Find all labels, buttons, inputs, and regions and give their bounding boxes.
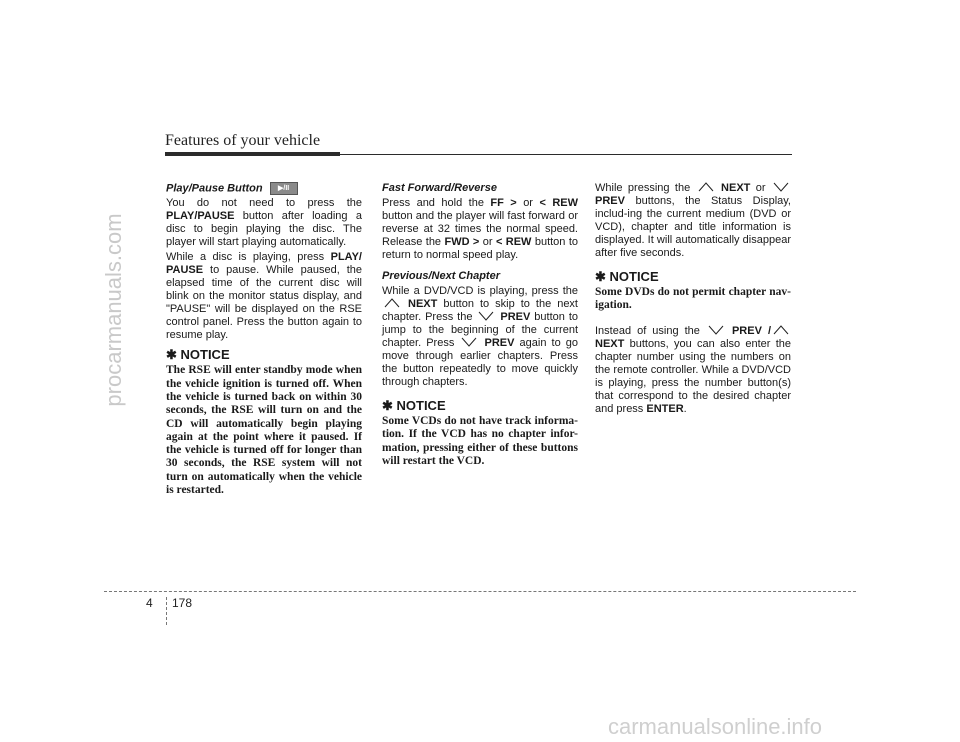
status-paragraph	[595, 182, 791, 260]
text: buttons, the Status Display, includ-ing the current medium (DVD or VCD), chapter and title information is displayed. It will automatically disappear after five seconds.	[595, 195, 791, 259]
fwd-label: FWD >	[444, 236, 480, 248]
up-chevron-icon	[698, 182, 714, 192]
next-label: NEXT	[408, 298, 438, 310]
up-chevron-icon	[773, 325, 789, 335]
text: While pressing the	[595, 182, 696, 194]
notice-heading: ✱ NOTICE	[595, 269, 659, 284]
column-3	[595, 182, 791, 418]
text: While a disc is playing, press	[166, 251, 331, 264]
text: button after loading a disc to begin playing the disc. The player will start playing automatically.	[166, 210, 362, 249]
up-chevron-icon	[384, 298, 400, 308]
text: button to skip to the next chapter. Press the	[382, 298, 578, 323]
prev-label: PREV	[595, 195, 625, 207]
chapter-paragraph	[382, 285, 578, 389]
notice-heading: ✱ NOTICE	[382, 398, 446, 413]
down-chevron-icon	[773, 182, 789, 192]
ff-label: FF >	[490, 197, 517, 209]
text: You do not need to press the	[166, 197, 362, 210]
notice-heading: ✱ NOTICE	[166, 347, 230, 363]
text: button to return to normal speed play.	[382, 236, 578, 261]
down-chevron-icon	[478, 311, 494, 321]
play-pause-button-icon: ▶/II	[270, 182, 298, 195]
text: or	[516, 197, 540, 209]
play-pause-heading-text: Play/Pause Button	[166, 182, 263, 195]
text: buttons, you can also enter the chapter number using the numbers on the remote controller. While a DVD/VCD is playing, press the number button(s) that correspond to the desired chapter and press	[595, 337, 791, 415]
section-number: 4	[146, 596, 153, 610]
footer-dashed-rule	[104, 591, 856, 592]
play-pause-paragraph-1	[166, 197, 362, 249]
text: to pause. While paused, the elapsed time of the current disc will blink on the monitor status display, and "PAUSE" will be displayed on the RSE control panel. Press the button again to resume play.	[166, 264, 362, 342]
bottom-watermark: carmanualsonline.info	[608, 714, 823, 739]
text: or	[750, 182, 771, 194]
text: Instead of using the	[595, 324, 706, 337]
text: or	[479, 236, 496, 248]
notice-body: The RSE will enter standby mode when the vehicle ignition is turned off. When the vehicle is turned back on within 30 seconds, the RSE will turn on and the CD will automatically begin playing again at the point where it paused. If the vehicle is turned off for longer than 30 seconds, the RSE system will not turn on automatically when the vehicle is restarted.	[166, 364, 362, 497]
fast-forward-heading: Fast Forward/Reverse	[382, 182, 497, 194]
next-label: NEXT	[721, 182, 751, 194]
header-bar	[165, 152, 340, 156]
play-pause-heading	[166, 182, 362, 195]
text: Press and hold the	[382, 197, 491, 209]
side-watermark-text: procarmanuals.com	[101, 213, 126, 407]
side-watermark	[94, 160, 134, 460]
footer-vertical-dash	[166, 597, 167, 625]
notice-body: Some VCDs do not have track informa-tion. If the VCD has no chapter infor-mation, pressing either of these buttons will restart the VCD.	[382, 415, 578, 467]
text: button to jump to the beginning of the current chapter. Press	[382, 311, 578, 349]
chapter-heading: Previous/Next Chapter	[382, 270, 500, 282]
text: .	[683, 402, 687, 415]
column-1	[166, 182, 362, 503]
play-pause-label: PLAY/PAUSE	[166, 210, 235, 223]
chapter-entry-paragraph	[595, 325, 791, 416]
down-chevron-icon	[708, 325, 724, 335]
enter-label: ENTER	[646, 402, 684, 415]
rew-label: < REW	[539, 197, 578, 209]
prev-label: PREV /	[731, 324, 771, 337]
notice-body: Some DVDs do not permit chapter nav-igation.	[595, 286, 791, 312]
header-rule	[340, 154, 792, 155]
play-pause-label: PLAY/ PAUSE	[166, 251, 362, 277]
down-chevron-icon	[461, 337, 477, 347]
fast-forward-paragraph	[382, 197, 578, 262]
text: button and the player will fast forward or reverse at 32 times the normal speed. Release the	[382, 210, 578, 248]
next-label: NEXT	[595, 337, 625, 350]
rew-label: < REW	[495, 236, 532, 248]
page-header-title: Features of your vehicle	[165, 132, 321, 149]
text: While a DVD/VCD is playing, press the	[382, 285, 578, 297]
play-pause-paragraph-2	[166, 251, 362, 342]
prev-label: PREV	[484, 337, 515, 349]
prev-label: PREV	[500, 311, 531, 323]
page-number: 178	[172, 596, 193, 610]
column-2	[382, 182, 578, 474]
text: again to go move through earlier chapters. Press the button repeatedly to move quickly through chapters.	[382, 337, 578, 388]
